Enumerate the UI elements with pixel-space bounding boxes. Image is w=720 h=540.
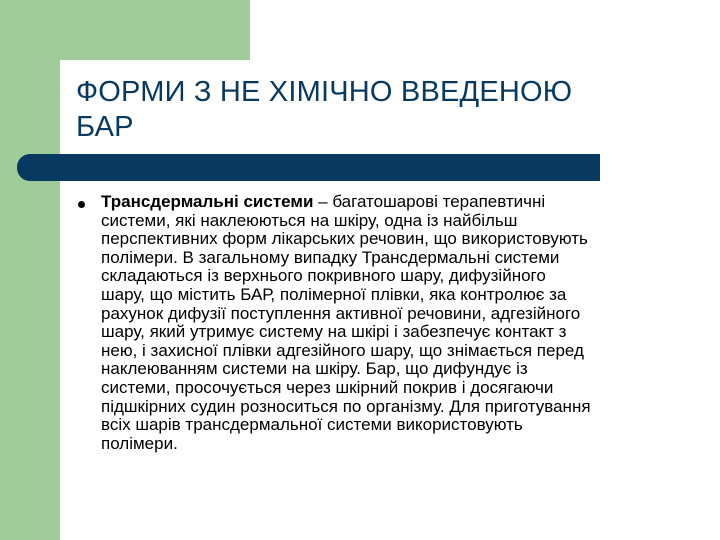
paragraph-line-7: рахунок дифузії поступлення активної речовини, адгезійного (101, 303, 581, 323)
paragraph-line-9: нею, і захисної плівки адгезійного шару, що знімається перед (101, 340, 584, 360)
slide-title (76, 75, 656, 145)
bullet-list (78, 193, 678, 453)
paragraph-line-14: полімери. (101, 433, 178, 453)
paragraph-line-4: полімери. В загальному випадку Трансдермальні системи (101, 247, 560, 267)
paragraph-line-1 (101, 193, 678, 212)
bullet-term: Трансдермальні системи (101, 192, 314, 211)
paragraph-line-12: підшкірних судин розноситься по організму. Для приготування (101, 396, 591, 416)
paragraph-line-3: перспективних форм лікарських речовин, що використовують (101, 229, 588, 249)
paragraph-line-5: складаються із верхнього покривного шару, дифузійного (101, 266, 546, 286)
paragraph-line-13: всіх шарів трансдермальної системи використовують (101, 415, 523, 435)
paragraph-line-11: системи, просочується через шкірний покрив і досягаючи (101, 377, 554, 397)
title-divider-bar (17, 154, 600, 181)
slide-title-line-2: БАР (76, 111, 134, 143)
paragraph-line-10: наклеюванням системи на шкіру. Бар, що дифундує із (101, 359, 528, 379)
bullet-paragraph (101, 193, 678, 453)
bullet-dot-icon (78, 201, 85, 208)
slide-title-line-1: ФОРМИ З НЕ ХІМІЧНО ВВЕДЕНОЮ (76, 76, 573, 108)
paragraph-line-6: шару, що містить БАР, полімерної плівки, яка контролює за (101, 284, 567, 304)
top-accent-block (60, 0, 250, 60)
paragraph-line-8: шару, який утримує систему на шкірі і забезпечує контакт з (101, 322, 567, 342)
paragraph-line-2: системи, які наклеюються на шкіру, одна із найбільш (101, 210, 518, 230)
paragraph-line-1-text: – багатошарові терапевтичні (313, 192, 546, 211)
left-accent-bar (0, 0, 60, 540)
